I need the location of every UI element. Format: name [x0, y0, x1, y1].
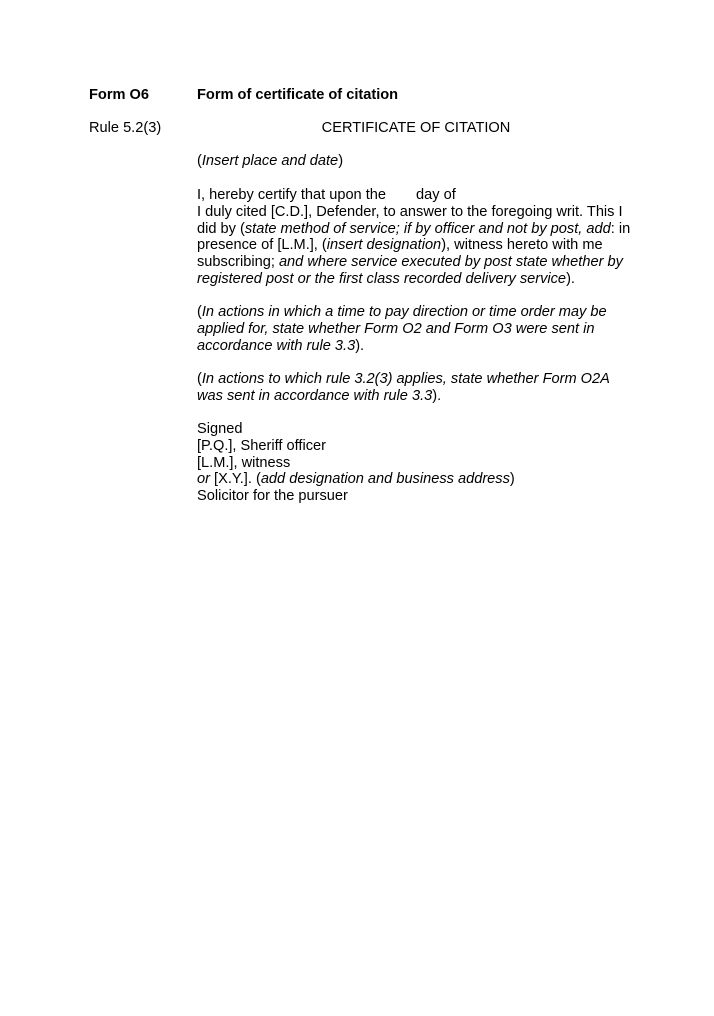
place-date-text: Insert place and date	[201, 153, 339, 169]
rule-reference: Rule 5.2(3)	[89, 120, 162, 136]
form-number: Form O6	[89, 87, 150, 103]
certify-p2: : in presence of [L.M.], (	[197, 220, 631, 254]
signature-block	[197, 421, 637, 505]
solicitor-line: Solicitor for the pursuer	[197, 488, 348, 505]
certify-i1: state method of service; if by officer and not by post, add	[244, 220, 611, 237]
xy-close: )	[509, 471, 515, 488]
form-title: Form of certificate of citation	[197, 87, 399, 103]
or-word: or	[197, 471, 210, 488]
time-to-pay-text: In actions in which a time to pay direction or time order may be applied for, state whether Form O2 and Form O3 were sent in accordance with rule 3.3	[197, 304, 607, 354]
certify-text-a: I, hereby certify that upon the	[197, 187, 387, 203]
xy-text: [X.Y.]. (	[209, 471, 261, 488]
certificate-heading: CERTIFICATE OF CITATION	[321, 120, 511, 136]
certify-first-line	[197, 187, 637, 204]
paren-close: ).	[432, 387, 442, 404]
paren-open: (	[197, 153, 202, 169]
certify-text-b: day of	[416, 187, 456, 203]
witness-line: [L.M.], witness	[197, 454, 291, 471]
sheriff-officer-line: [P.Q.], Sheriff officer	[197, 437, 326, 454]
place-date-instruction	[197, 153, 637, 170]
solicitor-designation-line	[197, 471, 637, 488]
time-to-pay-instruction	[197, 304, 637, 354]
signed-label: Signed	[197, 421, 243, 437]
certify-body	[197, 204, 637, 288]
rule-322-text: In actions to which rule 3.2(3) applies, state whether Form O2A was sent in accordance with rule 3.3	[197, 371, 610, 404]
xy-italic: add designation and business address	[260, 471, 510, 488]
paren-open: (	[197, 371, 202, 387]
certify-p3: ), witness hereto with me subscribing;	[197, 237, 603, 271]
certify-p1: I duly cited [C.D.], Defender, to answer to the foregoing writ. This I did by (	[197, 203, 623, 237]
certify-p4: ).	[566, 270, 575, 287]
certify-i2: insert designation	[326, 237, 442, 254]
paren-close: )	[338, 153, 344, 169]
certify-i3: and where service executed by post state whether by registered post or the first class recorded delivery service	[197, 254, 623, 287]
certification-paragraph	[197, 187, 637, 288]
paren-open: (	[197, 304, 202, 320]
rule-322-instruction	[197, 371, 637, 405]
paren-close: ).	[355, 337, 365, 354]
